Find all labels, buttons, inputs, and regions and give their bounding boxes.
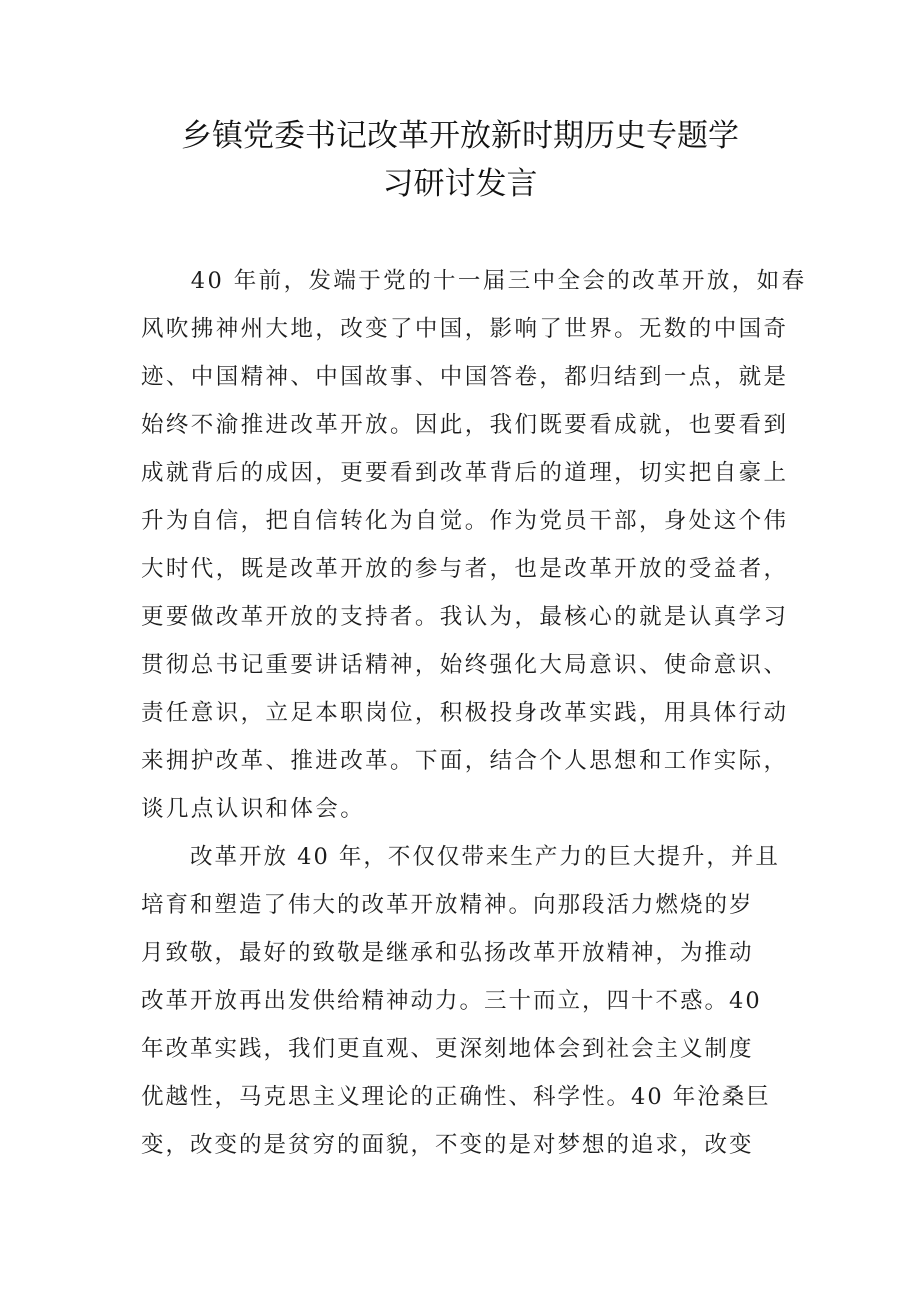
paragraph-intro: [141, 257, 806, 833]
text-line: 优越性，马克思主义理论的正确性、科学性。40 年沧桑巨: [141, 1084, 771, 1110]
text-line: 谈几点认识和体会。: [141, 796, 366, 822]
text-line: 年改革实践，我们更直观、更深刻地体会到社会主义制度: [141, 1036, 754, 1062]
text-line: 改革开放 40 年，不仅仅带来生产力的巨大提升，并且: [141, 844, 780, 870]
text-line: 变，改变的是贫穷的面貌，不变的是对梦想的追求，改变: [141, 1132, 754, 1158]
text-line: 40 年前，发端于党的十一届三中全会的改革开放，如春: [141, 268, 807, 294]
paragraph-reform-spirit: [141, 833, 780, 1169]
text-line: 始终不渝推进改革开放。因此，我们既要看成就，也要看到: [141, 412, 789, 438]
text-line: 月致敬，最好的致敬是继承和弘扬改革开放精神，为推动: [141, 940, 754, 966]
title-line: 乡镇党委书记改革开放新时期历史专题学: [181, 118, 739, 154]
text-line: 风吹拂神州大地，改变了中国，影响了世界。无数的中国奇: [141, 316, 789, 342]
text-line: 迹、中国精神、中国故事、中国答卷，都归结到一点，就是: [141, 364, 789, 390]
text-line: 来拥护改革、推进改革。下面，结合个人思想和工作实际，: [141, 748, 789, 774]
text-line: 更要做改革开放的支持者。我认为，最核心的就是认真学习: [141, 604, 789, 630]
title-line: 习研讨发言: [382, 166, 538, 202]
text-line: 改革开放再出发供给精神动力。三十而立，四十不惑。40: [141, 988, 762, 1014]
text-line: 责任意识，立足本职岗位，积极投身改革实践，用具体行动: [141, 700, 789, 726]
text-line: 升为自信，把自信转化为自觉。作为党员干部，身处这个伟: [141, 508, 789, 534]
text-line: 大时代，既是改革开放的参与者，也是改革开放的受益者，: [141, 556, 789, 582]
text-line: 贯彻总书记重要讲话精神，始终强化大局意识、使命意识、: [141, 652, 789, 678]
document-title: [140, 112, 780, 208]
text-line: 成就背后的成因，更要看到改革背后的道理，切实把自豪上: [141, 460, 789, 486]
text-line: 培育和塑造了伟大的改革开放精神。向那段活力燃烧的岁: [141, 892, 754, 918]
